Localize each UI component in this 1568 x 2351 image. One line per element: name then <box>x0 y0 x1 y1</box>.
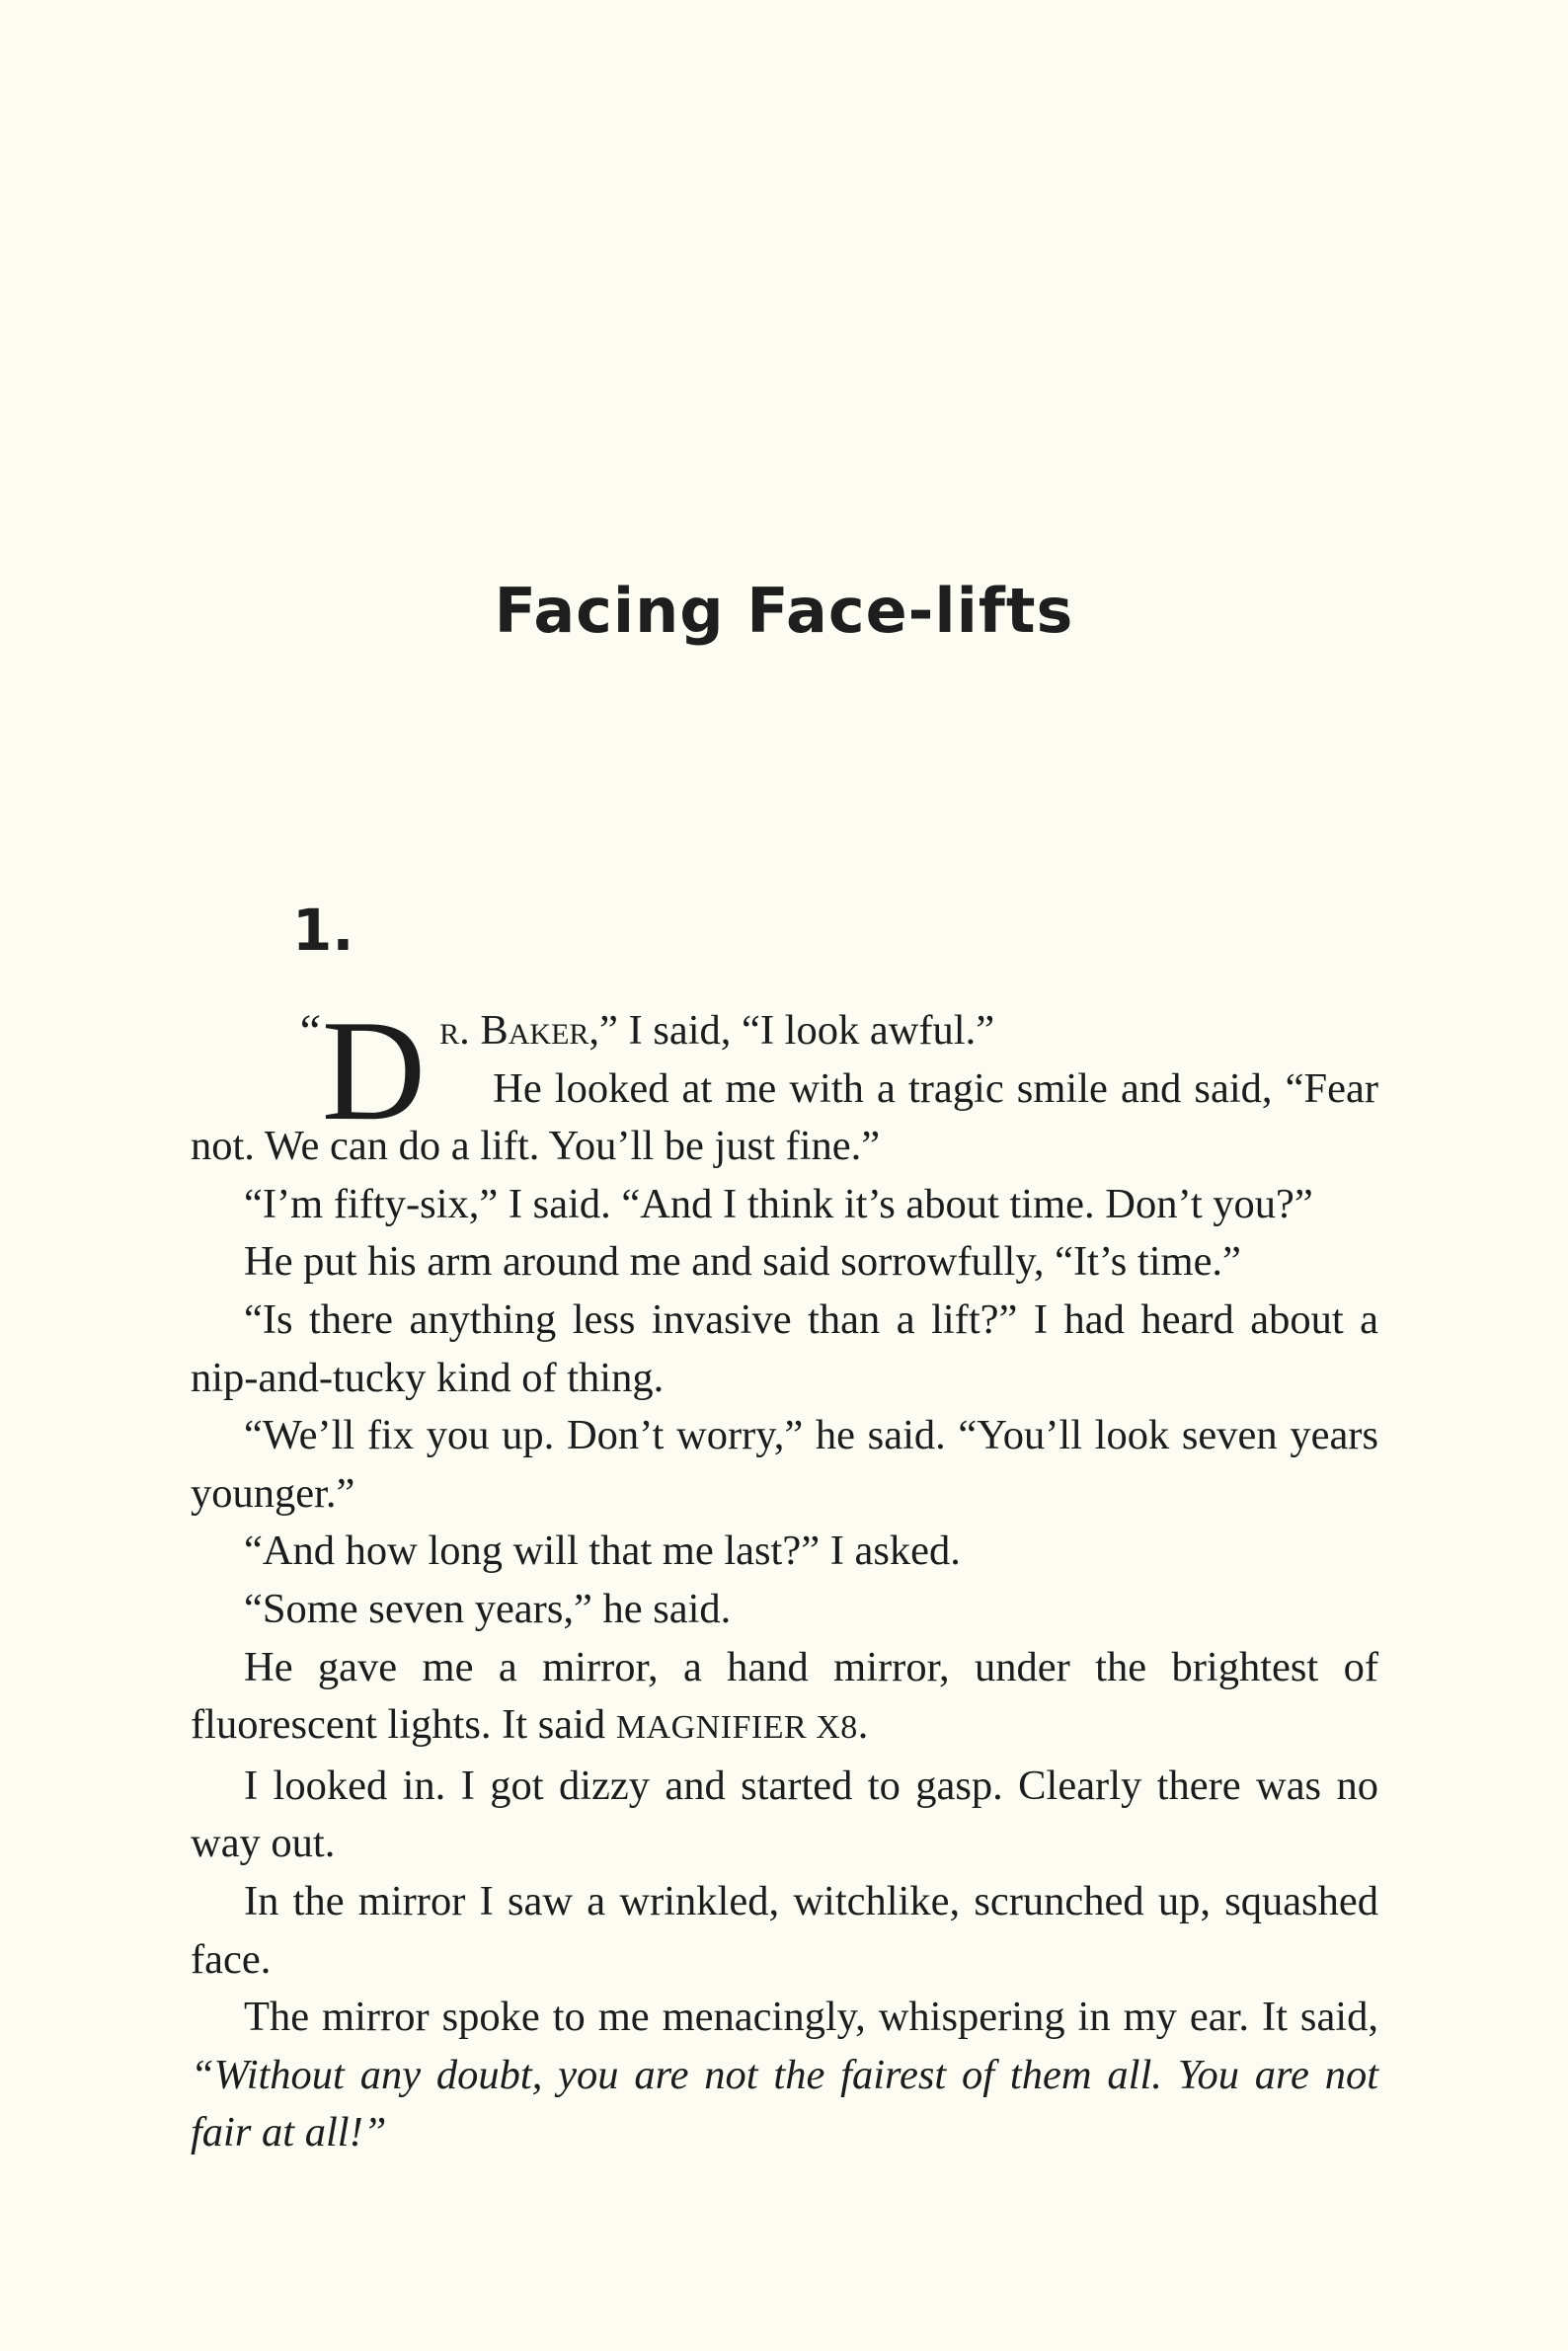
drop-cap-block <box>191 990 427 1150</box>
paragraph: “I’m fifty-six,” I said. “And I think it’s about time. Don’t you?” <box>244 1180 1313 1227</box>
mirror-paragraph <box>191 1639 1378 1758</box>
last-paragraph <box>191 1989 1378 2162</box>
last-paragraph-text: The mirror spoke to me menacingly, whispering in my ear. It said, <box>244 1994 1378 2041</box>
mirror-paragraph-end: . <box>857 1701 869 1749</box>
chapter-title: Facing Face-lifts <box>494 575 1074 647</box>
body-text <box>191 990 1378 2162</box>
paragraph: “Is there anything less invasive than a lift?” I had heard about a nip-and-tucky kind of thing. <box>191 1295 1378 1401</box>
paragraph: I looked in. I got dizzy and started to gasp. Clearly there was no way out. <box>191 1762 1378 1867</box>
section-number: 1. <box>292 897 354 964</box>
paragraph: He put his arm around me and said sorrowfully, “It’s time.” <box>244 1238 1241 1286</box>
paragraph: He looked at me with a tragic smile and said, “Fear not. We can do a lift. You’ll be just fine.” <box>191 1064 1378 1170</box>
opening-rest: ,” I said, “I look awful.” <box>588 1007 995 1054</box>
paragraph: “We’ll fix you up. Don’t worry,” he said. “You’ll look seven years younger.” <box>191 1412 1378 1517</box>
paragraph: “And how long will that me last?” I asked. <box>244 1528 961 1575</box>
magnifier-label: MAGNIFIER X8 <box>615 1709 858 1747</box>
mirror-speech-italic: “Without any doubt, you are not the fairest of them all. You are not fair at all!” <box>191 2051 1378 2156</box>
opening-quote-mark: “ <box>295 1005 322 1058</box>
paragraph: In the mirror I saw a wrinkled, witchlike, scrunched up, squashed face. <box>191 1877 1378 1983</box>
mirror-paragraph-text: He gave me a mirror, a hand mirror, under the brightest of fluorescent lights. It said <box>191 1643 1378 1749</box>
drop-cap-letter: D <box>321 990 427 1150</box>
opening-small-caps: r. Baker <box>439 1007 589 1054</box>
paragraph: “Some seven years,” he said. <box>244 1585 732 1632</box>
